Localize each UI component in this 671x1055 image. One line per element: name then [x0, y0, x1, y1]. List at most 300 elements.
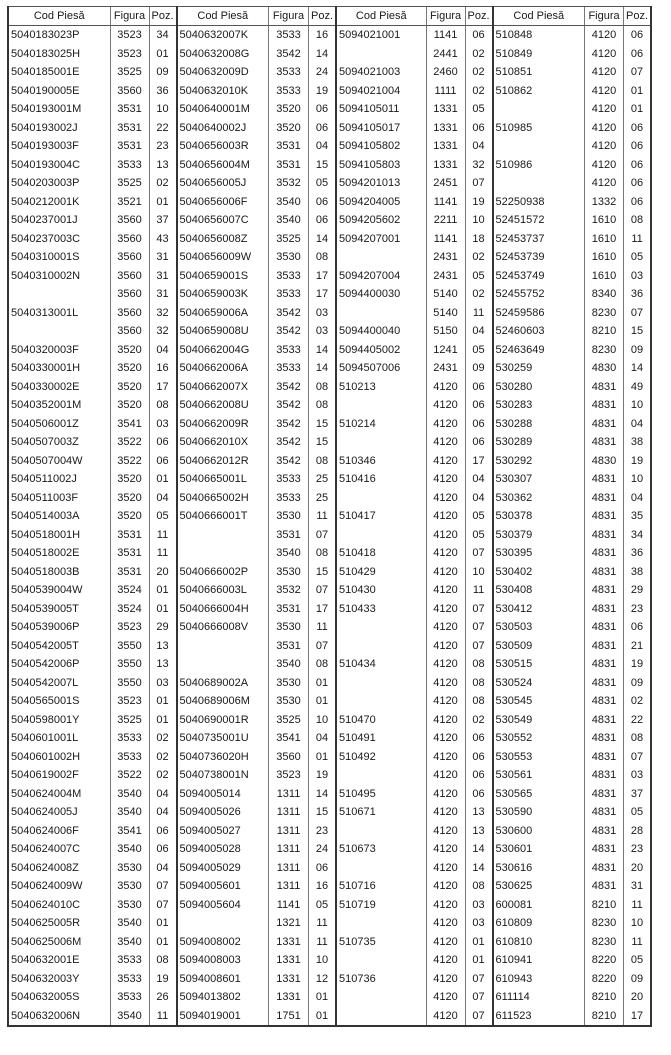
cod-piesa-cell: 5094105803 [336, 156, 426, 175]
poz-cell: 01 [309, 748, 337, 767]
figura-cell: 3520 [269, 119, 309, 138]
cod-piesa-cell: 5040666004H [177, 600, 269, 619]
poz-cell: 06 [465, 378, 493, 397]
cod-piesa-cell [493, 174, 585, 193]
poz-cell: 08 [309, 452, 337, 471]
cod-piesa-cell: 5040662007X [177, 378, 269, 397]
figura-cell: 4120 [426, 896, 465, 915]
figura-cell: 1332 [585, 193, 624, 212]
cod-piesa-cell: 5040565001S [8, 692, 110, 711]
poz-cell: 08 [465, 877, 493, 896]
cod-piesa-cell: 530616 [493, 859, 585, 878]
cod-piesa-cell: 5040624005J [8, 803, 110, 822]
figura-cell: 4830 [585, 359, 624, 378]
poz-cell: 08 [309, 396, 337, 415]
poz-cell: 04 [149, 803, 177, 822]
cod-piesa-cell: 5040656006F [177, 193, 269, 212]
poz-cell: 06 [624, 45, 652, 64]
poz-cell: 14 [465, 840, 493, 859]
poz-cell: 17 [624, 1007, 652, 1027]
poz-cell: 01 [149, 711, 177, 730]
cod-piesa-cell [336, 988, 426, 1007]
poz-cell: 07 [624, 748, 652, 767]
poz-cell: 08 [309, 655, 337, 674]
poz-cell: 05 [465, 341, 493, 360]
poz-cell: 07 [309, 526, 337, 545]
poz-cell: 06 [465, 785, 493, 804]
cod-piesa-cell: 5094201013 [336, 174, 426, 193]
figura-cell: 4120 [426, 415, 465, 434]
poz-cell: 07 [465, 618, 493, 637]
poz-cell: 01 [309, 1007, 337, 1027]
figura-cell: 3531 [110, 137, 149, 156]
poz-cell: 07 [624, 63, 652, 82]
figura-cell: 3560 [110, 285, 149, 304]
cod-piesa-cell: 510495 [336, 785, 426, 804]
cod-piesa-cell [177, 655, 269, 674]
poz-cell: 02 [465, 248, 493, 267]
cod-piesa-cell: 530307 [493, 470, 585, 489]
cod-piesa-cell: 5040625005R [8, 914, 110, 933]
poz-cell: 10 [309, 711, 337, 730]
figura-cell: 3540 [269, 655, 309, 674]
figura-cell: 3540 [269, 544, 309, 563]
figura-cell: 3541 [269, 729, 309, 748]
poz-cell: 26 [149, 988, 177, 1007]
poz-cell: 38 [624, 433, 652, 452]
cod-piesa-cell: 600081 [493, 896, 585, 915]
poz-cell: 17 [309, 285, 337, 304]
figura-cell: 3540 [269, 211, 309, 230]
figura-cell: 3560 [110, 322, 149, 341]
figura-cell: 4120 [585, 137, 624, 156]
poz-cell: 03 [465, 914, 493, 933]
figura-cell: 4120 [426, 378, 465, 397]
poz-cell: 31 [149, 285, 177, 304]
cod-piesa-cell: 5094005028 [177, 840, 269, 859]
cod-piesa-cell: 5040624008Z [8, 859, 110, 878]
table-body [8, 26, 651, 1027]
figura-cell: 3533 [110, 156, 149, 175]
table-row [8, 82, 651, 101]
poz-cell: 01 [465, 933, 493, 952]
poz-cell: 11 [624, 896, 652, 915]
cod-piesa-cell: 530259 [493, 359, 585, 378]
poz-cell: 03 [309, 322, 337, 341]
cod-piesa-cell: 5040656009W [177, 248, 269, 267]
header-poz: Poz. [149, 7, 177, 26]
cod-piesa-cell: 510719 [336, 896, 426, 915]
figura-cell: 4120 [426, 729, 465, 748]
figura-cell: 3530 [110, 859, 149, 878]
cod-piesa-cell: 530378 [493, 507, 585, 526]
figura-cell: 4120 [426, 988, 465, 1007]
cod-piesa-cell: 530515 [493, 655, 585, 674]
cod-piesa-cell: 510416 [336, 470, 426, 489]
figura-cell: 3550 [110, 674, 149, 693]
poz-cell: 14 [309, 785, 337, 804]
table-row [8, 822, 651, 841]
poz-cell: 16 [309, 877, 337, 896]
poz-cell: 03 [624, 267, 652, 286]
figura-cell: 3542 [269, 396, 309, 415]
poz-cell: 02 [149, 748, 177, 767]
parts-index-table [7, 6, 652, 1027]
cod-piesa-cell: 5040185001E [8, 63, 110, 82]
figura-cell: 8230 [585, 304, 624, 323]
figura-cell: 3532 [269, 174, 309, 193]
cod-piesa-cell: 5040212001K [8, 193, 110, 212]
header-poz: Poz. [465, 7, 493, 26]
header-poz: Poz. [309, 7, 337, 26]
cod-piesa-cell: 530552 [493, 729, 585, 748]
cod-piesa-cell: 510213 [336, 378, 426, 397]
poz-cell: 19 [149, 970, 177, 989]
figura-cell: 4120 [426, 933, 465, 952]
cod-piesa-cell: 510673 [336, 840, 426, 859]
figura-cell: 1311 [269, 803, 309, 822]
figura-cell: 3542 [269, 415, 309, 434]
cod-piesa-cell: 5040662004G [177, 341, 269, 360]
table-row [8, 359, 651, 378]
poz-cell: 10 [465, 211, 493, 230]
poz-cell: 04 [465, 489, 493, 508]
poz-cell: 17 [465, 452, 493, 471]
cod-piesa-cell: 52453737 [493, 230, 585, 249]
figura-cell: 4120 [426, 452, 465, 471]
figura-cell: 3530 [269, 618, 309, 637]
poz-cell: 07 [465, 174, 493, 193]
figura-cell: 4831 [585, 785, 624, 804]
poz-cell: 13 [149, 655, 177, 674]
poz-cell: 06 [149, 840, 177, 859]
poz-cell: 25 [309, 470, 337, 489]
cod-piesa-cell [336, 692, 426, 711]
table-row [8, 452, 651, 471]
table-row [8, 526, 651, 545]
cod-piesa-cell: 530289 [493, 433, 585, 452]
cod-piesa-cell [336, 637, 426, 656]
figura-cell: 4831 [585, 655, 624, 674]
cod-piesa-cell: 5040662006A [177, 359, 269, 378]
poz-cell: 06 [465, 396, 493, 415]
cod-piesa-cell [177, 637, 269, 656]
figura-cell: 3540 [110, 933, 149, 952]
figura-cell: 4831 [585, 877, 624, 896]
figura-cell: 4120 [585, 45, 624, 64]
figura-cell: 4831 [585, 803, 624, 822]
poz-cell: 09 [465, 359, 493, 378]
cod-piesa-cell: 5040656005J [177, 174, 269, 193]
cod-piesa-cell: 530408 [493, 581, 585, 600]
poz-cell: 06 [465, 729, 493, 748]
poz-cell: 06 [149, 433, 177, 452]
cod-piesa-cell: 5040656008Z [177, 230, 269, 249]
cod-piesa-cell: 530545 [493, 692, 585, 711]
cod-piesa-cell: 5040193001M [8, 100, 110, 119]
poz-cell: 06 [624, 618, 652, 637]
cod-piesa-cell: 5094005027 [177, 822, 269, 841]
cod-piesa-cell [336, 304, 426, 323]
figura-cell: 4120 [426, 748, 465, 767]
poz-cell: 06 [465, 26, 493, 45]
poz-cell: 24 [309, 840, 337, 859]
poz-cell: 36 [149, 82, 177, 101]
figura-cell: 3560 [269, 748, 309, 767]
figura-cell: 3523 [110, 692, 149, 711]
cod-piesa-cell: 5040601002H [8, 748, 110, 767]
figura-cell: 3533 [110, 748, 149, 767]
cod-piesa-cell: 5040320003F [8, 341, 110, 360]
figura-cell: 3525 [110, 711, 149, 730]
cod-piesa-cell: 530600 [493, 822, 585, 841]
figura-cell: 1610 [585, 267, 624, 286]
cod-piesa-cell: 510851 [493, 63, 585, 82]
poz-cell: 04 [465, 137, 493, 156]
poz-cell: 07 [309, 581, 337, 600]
poz-cell: 07 [149, 896, 177, 915]
poz-cell: 17 [309, 267, 337, 286]
cod-piesa-cell: 52460603 [493, 322, 585, 341]
cod-piesa-cell [177, 526, 269, 545]
cod-piesa-cell: 5040632006N [8, 1007, 110, 1027]
poz-cell: 05 [624, 803, 652, 822]
figura-cell: 4120 [426, 489, 465, 508]
cod-piesa-cell: 5040193004C [8, 156, 110, 175]
poz-cell: 20 [624, 859, 652, 878]
figura-cell: 4831 [585, 378, 624, 397]
figura-cell: 4831 [585, 840, 624, 859]
cod-piesa-cell [177, 544, 269, 563]
figura-cell: 3533 [269, 359, 309, 378]
poz-cell: 06 [624, 137, 652, 156]
table-row [8, 951, 651, 970]
figura-cell: 1141 [269, 896, 309, 915]
cod-piesa-cell: 5040632007K [177, 26, 269, 45]
poz-cell: 06 [465, 766, 493, 785]
poz-cell: 08 [465, 655, 493, 674]
figura-cell: 5140 [426, 285, 465, 304]
figura-cell: 4831 [585, 600, 624, 619]
figura-cell: 1331 [426, 137, 465, 156]
poz-cell: 08 [465, 674, 493, 693]
figura-cell: 1141 [426, 26, 465, 45]
poz-cell: 06 [624, 119, 652, 138]
figura-cell: 3530 [269, 507, 309, 526]
cod-piesa-cell: 510862 [493, 82, 585, 101]
cod-piesa-cell: 5040624007C [8, 840, 110, 859]
figura-cell: 4831 [585, 711, 624, 730]
poz-cell: 10 [624, 396, 652, 415]
figura-cell: 3521 [110, 193, 149, 212]
cod-piesa-cell: 5040738001N [177, 766, 269, 785]
figura-cell: 3520 [110, 359, 149, 378]
cod-piesa-cell: 530565 [493, 785, 585, 804]
poz-cell: 06 [465, 119, 493, 138]
cod-piesa-cell [8, 285, 110, 304]
poz-cell: 13 [465, 803, 493, 822]
cod-piesa-cell [336, 951, 426, 970]
cod-piesa-cell: 510434 [336, 655, 426, 674]
poz-cell: 11 [624, 933, 652, 952]
cod-piesa-cell: 510849 [493, 45, 585, 64]
poz-cell: 32 [465, 156, 493, 175]
figura-cell: 4120 [426, 785, 465, 804]
figura-cell: 3531 [110, 100, 149, 119]
poz-cell: 01 [149, 692, 177, 711]
figura-cell: 8210 [585, 1007, 624, 1027]
cod-piesa-cell: 52455752 [493, 285, 585, 304]
figura-cell: 3531 [110, 544, 149, 563]
figura-cell: 4120 [426, 581, 465, 600]
poz-cell: 04 [465, 322, 493, 341]
poz-cell: 02 [149, 174, 177, 193]
figura-cell: 1111 [426, 82, 465, 101]
figura-cell: 4120 [426, 526, 465, 545]
figura-cell: 3525 [110, 174, 149, 193]
cod-piesa-cell: 510417 [336, 507, 426, 526]
cod-piesa-cell: 530549 [493, 711, 585, 730]
table-row [8, 674, 651, 693]
figura-cell: 3533 [269, 470, 309, 489]
figura-cell: 8210 [585, 322, 624, 341]
figura-cell: 3540 [110, 914, 149, 933]
poz-cell: 35 [624, 507, 652, 526]
poz-cell: 02 [465, 711, 493, 730]
cod-piesa-cell: 5040507003Z [8, 433, 110, 452]
cod-piesa-cell: 5040542005T [8, 637, 110, 656]
figura-cell: 4120 [426, 470, 465, 489]
table-row [8, 896, 651, 915]
poz-cell: 11 [149, 1007, 177, 1027]
cod-piesa-cell: 5094008601 [177, 970, 269, 989]
header-figura: Figura [110, 7, 149, 26]
cod-piesa-cell: 5040619002F [8, 766, 110, 785]
cod-piesa-cell: 510418 [336, 544, 426, 563]
figura-cell: 4831 [585, 396, 624, 415]
cod-piesa-cell [336, 45, 426, 64]
figura-cell: 4120 [426, 674, 465, 693]
figura-cell: 3531 [269, 526, 309, 545]
figura-cell: 4120 [426, 914, 465, 933]
cod-piesa-cell: 5094205602 [336, 211, 426, 230]
figura-cell: 4120 [585, 156, 624, 175]
table-row [8, 63, 651, 82]
figura-cell: 1331 [269, 933, 309, 952]
poz-cell: 01 [149, 933, 177, 952]
figura-cell: 4831 [585, 637, 624, 656]
poz-cell: 04 [309, 729, 337, 748]
cod-piesa-cell: 5094105802 [336, 137, 426, 156]
cod-piesa-cell: 52453749 [493, 267, 585, 286]
cod-piesa-cell: 5040735001U [177, 729, 269, 748]
cod-piesa-cell: 5040662012R [177, 452, 269, 471]
figura-cell: 3520 [110, 378, 149, 397]
table-row [8, 766, 651, 785]
poz-cell: 15 [624, 322, 652, 341]
figura-cell: 4120 [426, 655, 465, 674]
poz-cell: 04 [149, 341, 177, 360]
figura-cell: 3530 [269, 563, 309, 582]
cod-piesa-cell: 5040313001L [8, 304, 110, 323]
poz-cell: 01 [309, 988, 337, 1007]
poz-cell: 01 [465, 951, 493, 970]
poz-cell: 01 [624, 82, 652, 101]
cod-piesa-cell: 530503 [493, 618, 585, 637]
figura-cell: 1241 [426, 341, 465, 360]
figura-cell: 3542 [269, 322, 309, 341]
cod-piesa-cell: 5094400030 [336, 285, 426, 304]
poz-cell: 34 [624, 526, 652, 545]
cod-piesa-cell: 5040598001Y [8, 711, 110, 730]
poz-cell: 07 [624, 304, 652, 323]
cod-piesa-cell: 530395 [493, 544, 585, 563]
cod-piesa-cell: 510214 [336, 415, 426, 434]
cod-piesa-cell: 530561 [493, 766, 585, 785]
cod-piesa-cell: 5094005604 [177, 896, 269, 915]
cod-piesa-cell: 5040690001R [177, 711, 269, 730]
cod-piesa-cell: 52453739 [493, 248, 585, 267]
figura-cell: 3550 [110, 637, 149, 656]
cod-piesa-cell [336, 433, 426, 452]
cod-piesa-cell: 510671 [336, 803, 426, 822]
table-row [8, 433, 651, 452]
figura-cell: 3531 [110, 563, 149, 582]
figura-cell: 2460 [426, 63, 465, 82]
cod-piesa-cell [336, 618, 426, 637]
cod-piesa-cell: 5040736020H [177, 748, 269, 767]
cod-piesa-cell: 510716 [336, 877, 426, 896]
figura-cell: 1331 [269, 970, 309, 989]
cod-piesa-cell: 5040237003C [8, 230, 110, 249]
cod-piesa-cell: 5040514003A [8, 507, 110, 526]
poz-cell: 19 [465, 193, 493, 212]
cod-piesa-cell: 5040203003P [8, 174, 110, 193]
cod-piesa-cell: 611114 [493, 988, 585, 1007]
header-figura: Figura [585, 7, 624, 26]
cod-piesa-cell [336, 526, 426, 545]
figura-cell: 1610 [585, 248, 624, 267]
table-row [8, 174, 651, 193]
poz-cell: 11 [309, 933, 337, 952]
cod-piesa-cell: 5040542007L [8, 674, 110, 693]
cod-piesa-cell: 5040183023P [8, 26, 110, 45]
figura-cell: 4831 [585, 748, 624, 767]
poz-cell: 10 [309, 951, 337, 970]
figura-cell: 4120 [426, 563, 465, 582]
poz-cell: 06 [309, 119, 337, 138]
figura-cell: 3522 [110, 433, 149, 452]
cod-piesa-cell: 5094507006 [336, 359, 426, 378]
cod-piesa-cell: 5040662010X [177, 433, 269, 452]
table-row [8, 267, 651, 286]
poz-cell: 37 [149, 211, 177, 230]
cod-piesa-cell: 5040542006P [8, 655, 110, 674]
table-row [8, 581, 651, 600]
figura-cell: 1141 [426, 230, 465, 249]
cod-piesa-cell: 5040624006F [8, 822, 110, 841]
poz-cell: 08 [624, 211, 652, 230]
cod-piesa-cell: 5040310002N [8, 267, 110, 286]
poz-cell: 19 [309, 766, 337, 785]
cod-piesa-cell [336, 1007, 426, 1027]
poz-cell: 11 [624, 230, 652, 249]
poz-cell: 14 [309, 230, 337, 249]
figura-cell: 3533 [110, 988, 149, 1007]
poz-cell: 09 [624, 341, 652, 360]
cod-piesa-cell: 5094105017 [336, 119, 426, 138]
figura-cell: 4831 [585, 489, 624, 508]
